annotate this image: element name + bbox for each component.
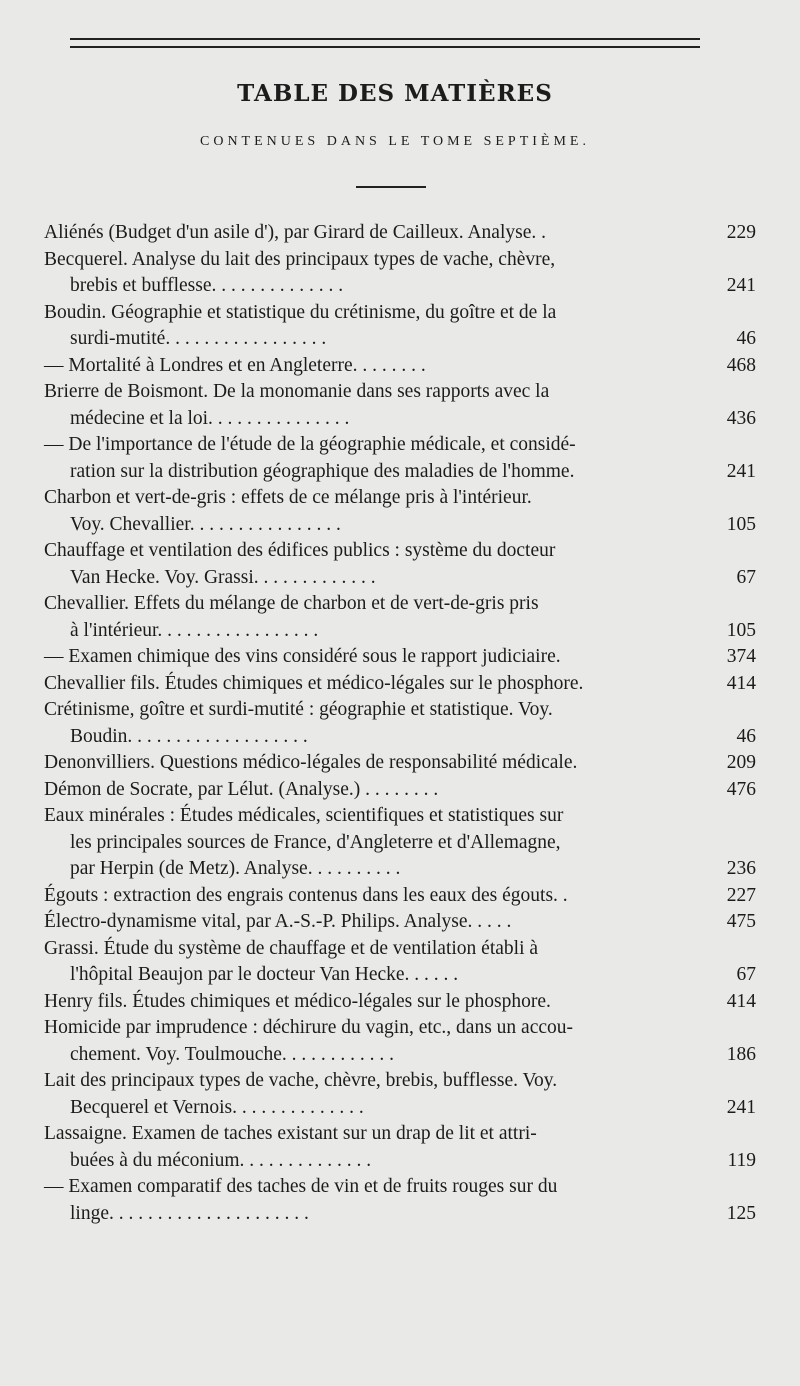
toc-entry-continuation: linge. . . . . . . . . . . . . . . . . . . . .: [70, 1202, 309, 1224]
toc-entry: [44, 1015, 756, 1068]
toc-entry-continuation: l'hôpital Beaujon par le docteur Van Hecke. . . . . .: [70, 964, 459, 985]
toc-entry-continuation: à l'intérieur. . . . . . . . . . . . . . . . .: [70, 619, 319, 641]
toc-entry-continuation: buées à du méconium. . . . . . . . . . . . . .: [70, 1149, 372, 1171]
toc-entry: [44, 591, 756, 644]
toc-entry-text: Crétinisme, goître et surdi-mutité : géographie et statistique. Voy.: [44, 699, 553, 720]
toc-entry-text: Chevallier fils. Études chimiques et médico-légales sur le phosphore.: [44, 672, 584, 694]
toc-entry-continuation: Van Hecke. Voy. Grassi. . . . . . . . . . . . .: [70, 566, 376, 588]
toc-entry-text: Électro-dynamisme vital, par A.-S.-P. Philips. Analyse. . . . .: [44, 911, 512, 932]
toc-entry: [44, 538, 756, 591]
toc-entry-text: Chauffage et ventilation des édifices publics : système du docteur: [44, 540, 556, 561]
toc-page-number: 125: [726, 1202, 756, 1224]
toc-page-number: 468: [726, 354, 756, 376]
toc-entry: [44, 247, 756, 300]
toc-page-number: 241: [726, 275, 756, 296]
toc-entry: [44, 220, 756, 247]
toc-entry-text: — Examen comparatif des taches de vin et de fruits rouges sur du: [44, 1176, 558, 1197]
page-title: TABLE DES MATIÈRES: [237, 80, 553, 107]
toc-page-number: 186: [726, 1043, 756, 1065]
toc-entry-continuation: Becquerel et Vernois. . . . . . . . . . . . . .: [70, 1096, 364, 1118]
toc-entry-continuation: ration sur la distribution géographique des maladies de l'homme.: [70, 460, 575, 482]
toc-page-number: 229: [726, 222, 756, 243]
toc-entry: [44, 936, 756, 989]
toc-entry-text: Lassaigne. Examen de taches existant sur un drap de lit et attri-: [44, 1123, 537, 1144]
toc-entry-text: Eaux minérales : Études médicales, scientifiques et statistiques sur: [44, 805, 564, 826]
toc-page-number: 227: [726, 884, 756, 906]
toc-entry-text: Grassi. Étude du système de chauffage et de ventilation établi à: [44, 937, 539, 959]
toc-entry-text: — Mortalité à Londres et en Angleterre. . . . . . . .: [44, 354, 426, 376]
toc-entry-continuation: par Herpin (de Metz). Analyse. . . . . . . . . .: [70, 858, 401, 879]
toc-page-number: 476: [726, 778, 756, 800]
toc-page-number: 46: [736, 328, 756, 349]
toc-page-number: 209: [726, 752, 756, 773]
toc-entry-text: Becquerel. Analyse du lait des principaux types de vache, chèvre,: [44, 248, 556, 270]
toc-entry-text: Boudin. Géographie et statistique du crétinisme, du goître et de la: [44, 301, 557, 323]
toc-entry: [44, 353, 756, 380]
toc-entry-continuation: chement. Voy. Toulmouche. . . . . . . . . . . .: [70, 1043, 394, 1065]
toc-entry: [44, 1121, 756, 1174]
toc-entry-text: — Examen chimique des vins considéré sous le rapport judiciaire.: [44, 646, 561, 667]
toc-entry-text: Brierre de Boismont. De la monomanie dans ses rapports avec la: [44, 381, 550, 402]
toc-page-number: 414: [726, 990, 756, 1012]
toc-entry-continuation: les principales sources de France, d'Angleterre et d'Allemagne,: [70, 831, 561, 853]
toc-entry-continuation: Voy. Chevallier. . . . . . . . . . . . . . . .: [70, 513, 341, 535]
toc-page-number: 475: [726, 911, 756, 932]
toc-entry-continuation: brebis et bufflesse. . . . . . . . . . . . . .: [70, 275, 344, 296]
toc-page-number: 46: [736, 725, 756, 747]
toc-entry: [44, 750, 756, 777]
toc-entry-text: Henry fils. Études chimiques et médico-légales sur le phosphore.: [44, 990, 551, 1012]
toc-entry-text: Aliénés (Budget d'un asile d'), par Girard de Cailleux. Analyse. .: [44, 222, 546, 243]
toc-entry: [44, 803, 756, 883]
table-of-contents: [44, 220, 756, 1227]
toc-entry: [44, 671, 756, 698]
toc-entry: [44, 1068, 756, 1121]
toc-page-number: 119: [727, 1149, 756, 1171]
toc-entry-text: Lait des principaux types de vache, chèvre, brebis, bufflesse. Voy.: [44, 1070, 558, 1091]
toc-entry: [44, 644, 756, 671]
toc-entry-text: — De l'importance de l'étude de la géographie médicale, et considé-: [44, 434, 576, 455]
toc-page-number: 67: [736, 964, 756, 985]
toc-entry: [44, 300, 756, 353]
toc-entry: [44, 883, 756, 910]
toc-entry: [44, 485, 756, 538]
toc-entry: [44, 432, 756, 485]
toc-entry-continuation: surdi-mutité. . . . . . . . . . . . . . . . .: [70, 328, 327, 349]
toc-entry-text: Chevallier. Effets du mélange de charbon et de vert-de-gris pris: [44, 593, 539, 614]
toc-entry-text: Homicide par imprudence : déchirure du vagin, etc., dans un accou-: [44, 1017, 574, 1038]
toc-page-number: 105: [726, 619, 756, 641]
toc-entry-continuation: Boudin. . . . . . . . . . . . . . . . . . .: [70, 725, 308, 747]
toc-page-number: 241: [726, 1096, 756, 1118]
toc-entry: [44, 1174, 756, 1227]
toc-page-number: 241: [726, 460, 756, 482]
toc-entry: [44, 379, 756, 432]
toc-entry-continuation: médecine et la loi. . . . . . . . . . . . . . .: [70, 407, 350, 429]
toc-entry-text: Denonvilliers. Questions médico-légales de responsabilité médicale.: [44, 752, 578, 773]
toc-entry-text: Égouts : extraction des engrais contenus dans les eaux des égouts. .: [44, 884, 568, 906]
top-double-rule-lower: [70, 46, 700, 48]
toc-entry: [44, 777, 756, 804]
toc-page-number: 436: [726, 407, 756, 429]
top-double-rule: [70, 38, 700, 40]
toc-entry: [44, 989, 756, 1016]
toc-entry-text: Démon de Socrate, par Lélut. (Analyse.) . . . . . . . .: [44, 778, 439, 800]
toc-page-number: 414: [726, 672, 756, 694]
toc-page-number: 105: [726, 513, 756, 535]
toc-page-number: 67: [736, 566, 756, 588]
toc-page-number: 236: [726, 858, 756, 879]
title-divider: [356, 186, 426, 188]
page-subtitle: CONTENUES DANS LE TOME SEPTIÈME.: [200, 134, 590, 149]
toc-entry: [44, 697, 756, 750]
toc-entry-text: Charbon et vert-de-gris : effets de ce mélange pris à l'intérieur.: [44, 487, 532, 508]
toc-page-number: 374: [726, 646, 756, 667]
toc-entry: [44, 909, 756, 936]
